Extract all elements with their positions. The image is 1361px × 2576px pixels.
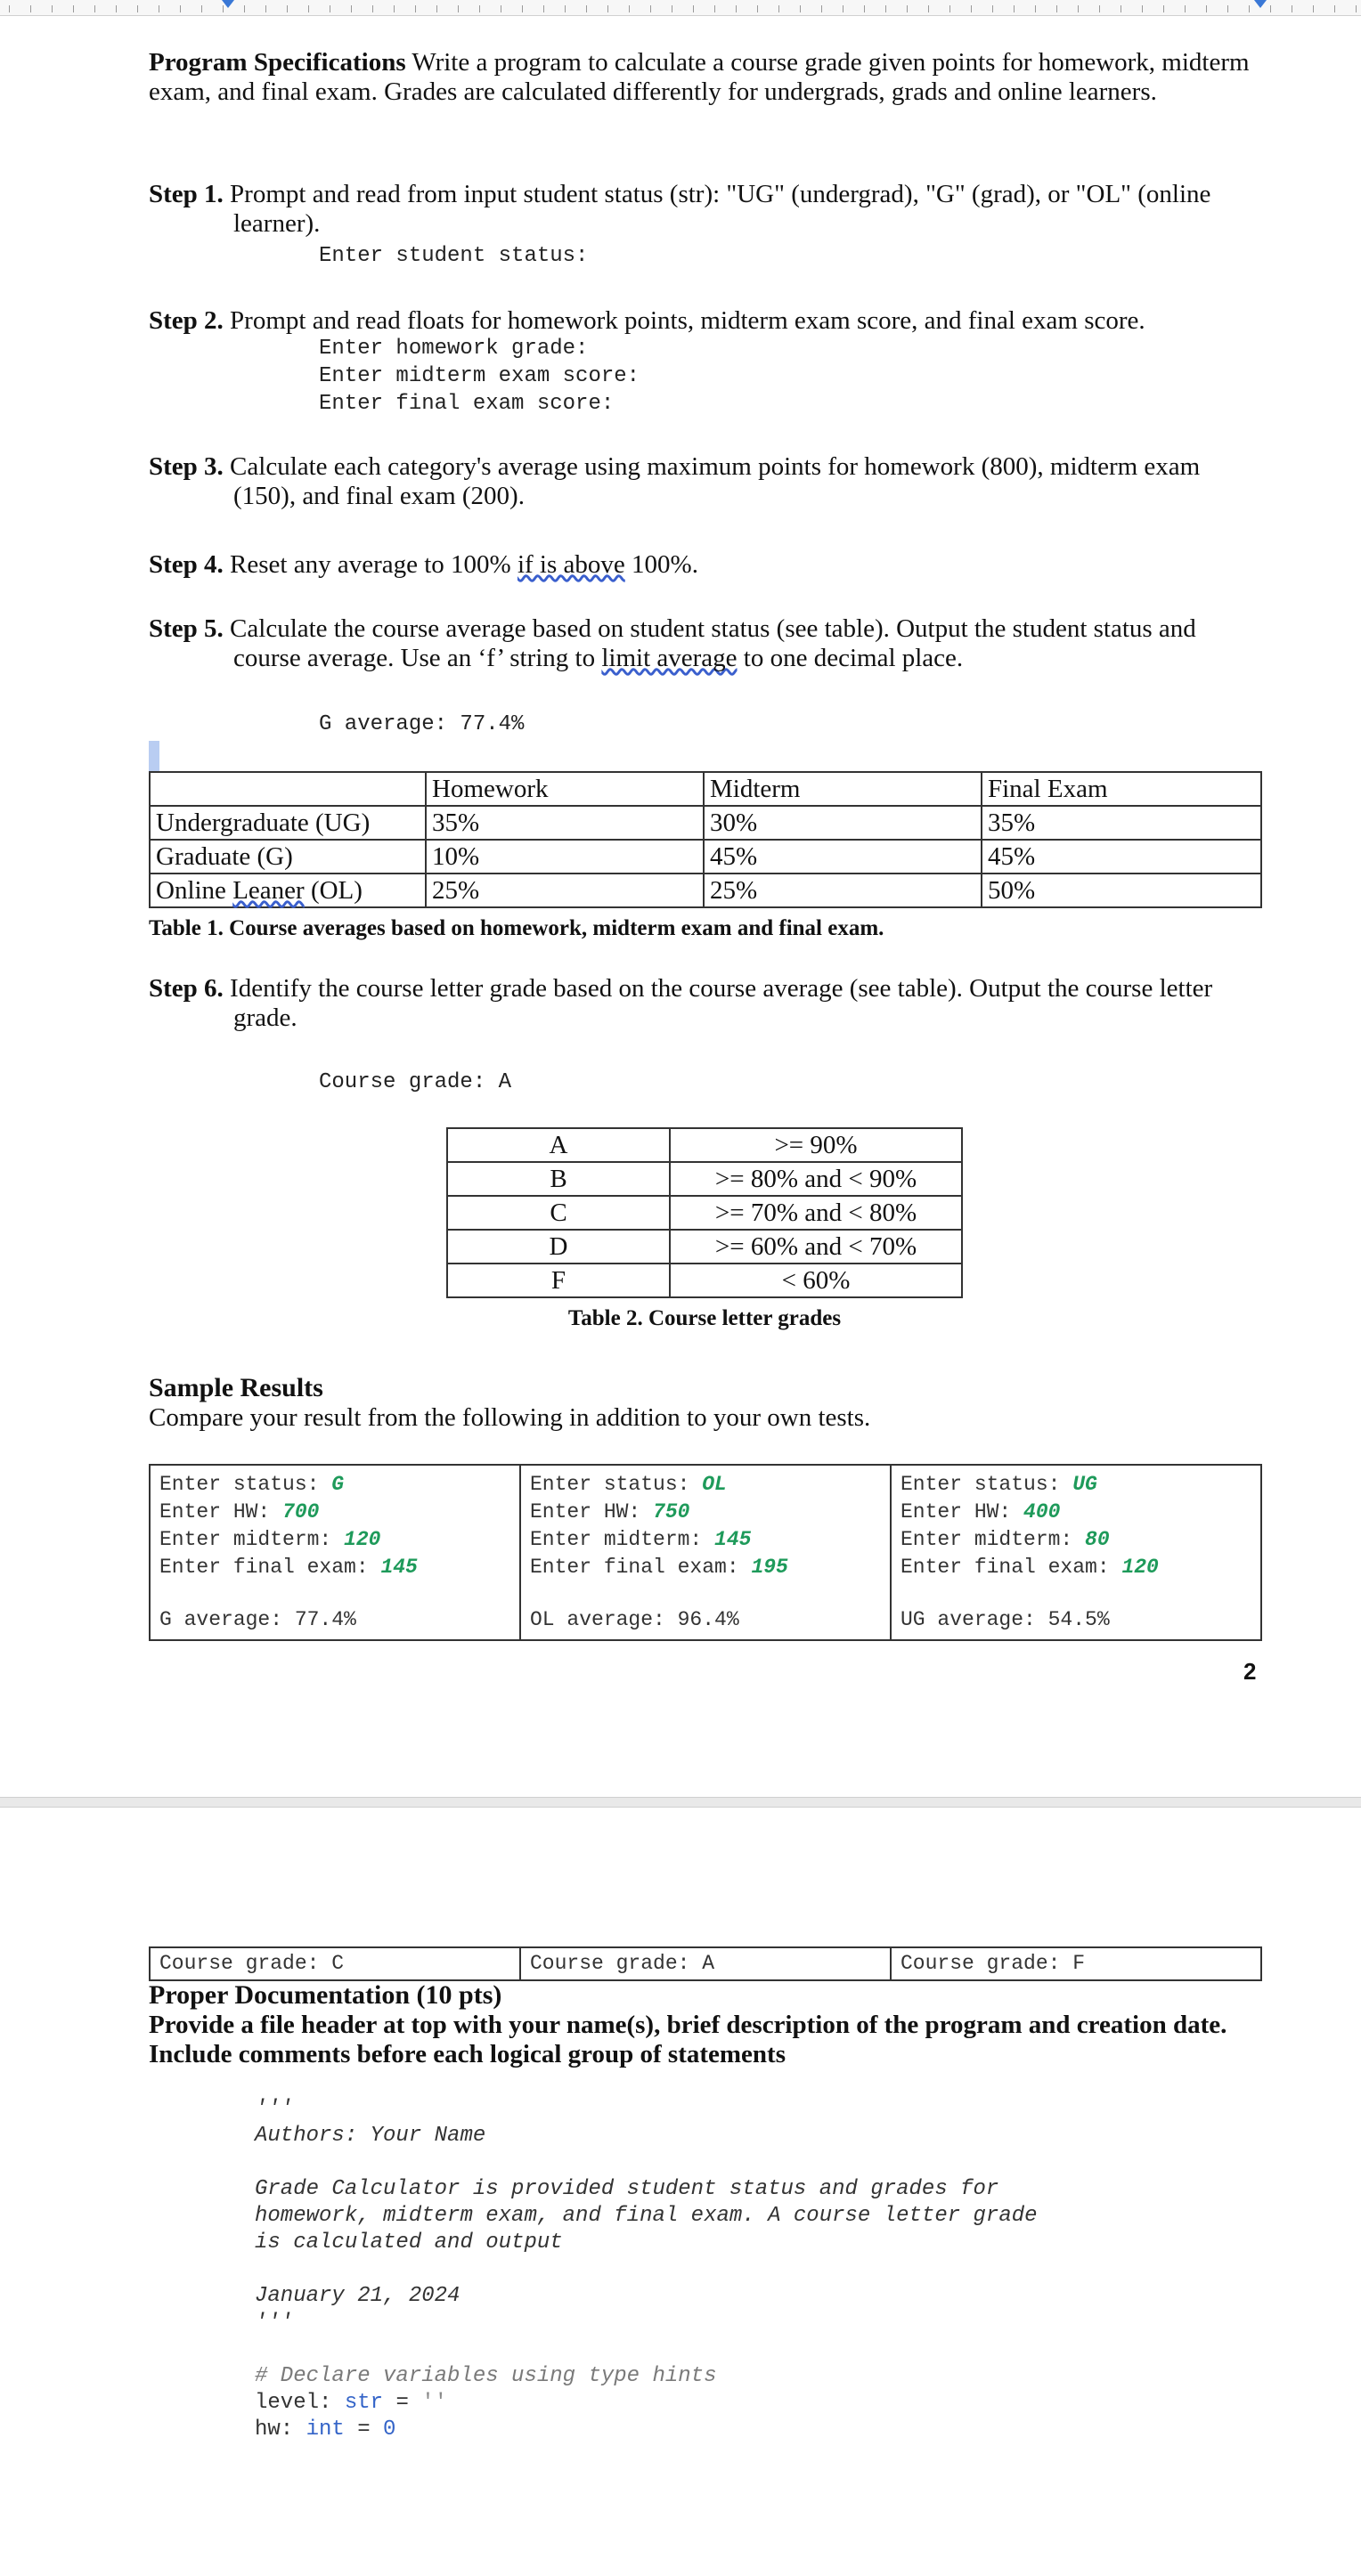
table-cell: < 60% xyxy=(670,1264,962,1297)
cell-text: Online xyxy=(156,876,233,905)
sample-column-ug xyxy=(891,1465,1261,1640)
table-cell: 45% xyxy=(704,840,982,874)
ruler-tick xyxy=(415,5,416,12)
table-cell xyxy=(150,772,426,806)
ruler-tick xyxy=(52,5,53,12)
ruler-tick xyxy=(907,5,908,12)
code-line: G average: 77.4% xyxy=(319,712,525,736)
specs-paragraph xyxy=(149,48,1262,107)
ruler xyxy=(0,0,1361,16)
table-cell: Homework xyxy=(426,772,704,806)
step-6 xyxy=(149,974,1262,1033)
table-cell: 30% xyxy=(704,806,982,840)
step-label: Step 1. xyxy=(149,180,224,208)
ruler-tick xyxy=(244,5,245,12)
ruler-tick xyxy=(394,5,395,12)
prompt: Enter final exam: xyxy=(159,1556,381,1579)
ruler-tick xyxy=(1163,5,1164,12)
ruler-tick xyxy=(458,5,459,12)
code-line: Enter homework grade: xyxy=(319,337,589,361)
code-line: homework, midterm exam, and final exam. A course letter grade xyxy=(255,2204,1038,2228)
input-value: G xyxy=(331,1473,345,1496)
ruler-tick xyxy=(1227,5,1228,12)
table-cell: Final Exam xyxy=(982,772,1261,806)
sample-column-ol xyxy=(520,1465,891,1640)
table-cell xyxy=(150,874,426,907)
ruler-tick xyxy=(1185,5,1186,12)
ruler-tick xyxy=(372,5,373,12)
ruler-tick xyxy=(971,5,972,12)
table-cell: 10% xyxy=(426,840,704,874)
table-cell: >= 70% and < 80% xyxy=(670,1196,962,1230)
step-2 xyxy=(149,306,1262,336)
sample-results-intro: Compare your result from the following in addition to your own tests. xyxy=(149,1403,871,1432)
code-line xyxy=(255,2390,1190,2417)
ruler-tick xyxy=(1056,5,1057,12)
table-cell: >= 60% and < 70% xyxy=(670,1230,962,1264)
code-line: ''' xyxy=(255,2311,294,2335)
code-line: January 21, 2024 xyxy=(255,2284,460,2308)
step-3 xyxy=(149,452,1262,511)
input-value: 145 xyxy=(380,1556,418,1579)
ruler-tick xyxy=(265,5,266,12)
table-cell: >= 90% xyxy=(670,1128,962,1162)
code-token: hw: xyxy=(255,2418,306,2442)
code-line: Enter student status: xyxy=(319,244,589,268)
ruler-tick xyxy=(1078,5,1079,12)
ruler-tick xyxy=(1035,5,1036,12)
table-row xyxy=(150,806,1261,840)
ruler-tick xyxy=(1014,5,1015,12)
page-number: 2 xyxy=(1243,1658,1257,1685)
letter-grade-table xyxy=(446,1127,963,1298)
table-cell: 50% xyxy=(982,874,1261,907)
step-label: Step 6. xyxy=(149,974,224,1003)
spellcheck-flag[interactable]: limit average xyxy=(601,644,738,672)
table-row xyxy=(447,1162,962,1196)
ruler-tick xyxy=(1142,5,1143,12)
ruler-tick xyxy=(928,5,929,12)
ruler-tick xyxy=(287,5,288,12)
input-value: OL xyxy=(702,1473,727,1496)
code-line xyxy=(255,2417,1190,2443)
ruler-tick xyxy=(94,5,95,12)
prompt: Enter midterm: xyxy=(159,1528,345,1551)
table-cell: 35% xyxy=(426,806,704,840)
code-line: Enter midterm exam score: xyxy=(319,364,640,388)
prompt: Enter status: xyxy=(159,1473,332,1496)
prompt: Enter HW: xyxy=(530,1500,654,1524)
code-token: str xyxy=(344,2391,384,2415)
ruler-tick xyxy=(586,5,587,12)
table-cell xyxy=(150,1947,520,1980)
ruler-tick xyxy=(1334,5,1335,12)
prompt: Enter status: xyxy=(530,1473,703,1496)
ruler-tick xyxy=(650,5,651,12)
step-text: Prompt and read floats for homework points, midterm exam score, and final exam score. xyxy=(230,306,1145,335)
ruler-tick xyxy=(1270,5,1271,12)
code-token: 0 xyxy=(383,2418,396,2442)
input-value: 195 xyxy=(751,1556,788,1579)
code-token: '' xyxy=(421,2391,448,2415)
ruler-tick xyxy=(1313,5,1314,12)
table-cell xyxy=(520,1947,891,1980)
spellcheck-flag[interactable]: Leaner xyxy=(232,876,305,905)
input-value: 120 xyxy=(1121,1556,1159,1579)
input-value: 700 xyxy=(282,1500,320,1524)
documentation-title: Proper Documentation (10 pts) xyxy=(149,1980,502,2010)
table-cell: 35% xyxy=(982,806,1261,840)
table-row xyxy=(150,840,1261,874)
code-line: Enter final exam score: xyxy=(319,392,615,416)
ruler-tick xyxy=(949,5,950,12)
step-text: Calculate the course average based on student status (see table). Output the student status and course average. Use an ‘f’ string to xyxy=(230,614,1196,672)
table-cell: C xyxy=(447,1196,670,1230)
table-row xyxy=(447,1128,962,1162)
table-1-caption: Table 1. Course averages based on homework, midterm exam and final exam. xyxy=(149,916,884,940)
ruler-tick xyxy=(821,5,822,12)
ruler-tick xyxy=(607,5,608,12)
step-label: Step 4. xyxy=(149,550,224,579)
ruler-tick xyxy=(30,5,31,12)
ruler-tick xyxy=(543,5,544,12)
average-output: OL average: 96.4% xyxy=(530,1608,739,1631)
step-text: 100%. xyxy=(624,550,698,579)
step-text: to one decimal place. xyxy=(737,644,964,672)
step-1-code xyxy=(319,242,1361,270)
page-break xyxy=(0,1797,1361,1808)
table-row xyxy=(150,874,1261,907)
input-value: UG xyxy=(1072,1473,1097,1496)
ruler-tick xyxy=(522,5,523,12)
ruler-tick xyxy=(308,5,309,12)
step-2-code xyxy=(319,335,1361,418)
step-text: Identify the course letter grade based on the course average (see table). Output the course letter grade. xyxy=(230,974,1213,1032)
prompt: Enter final exam: xyxy=(530,1556,752,1579)
prompt: Enter final exam: xyxy=(901,1556,1122,1579)
input-value: 750 xyxy=(653,1500,690,1524)
table-cell: A xyxy=(447,1128,670,1162)
right-indent-marker[interactable] xyxy=(1254,0,1267,8)
code-line: Course grade: A xyxy=(319,1070,512,1094)
ruler-tick xyxy=(137,5,138,12)
table-cell xyxy=(891,1947,1261,1980)
code-line: is calculated and output xyxy=(255,2231,563,2255)
table-cell: Undergraduate (UG) xyxy=(150,806,426,840)
left-indent-marker[interactable] xyxy=(222,0,234,8)
table-cell: F xyxy=(447,1264,670,1297)
table-cell: Midterm xyxy=(704,772,982,806)
document-page-continued xyxy=(0,1808,1361,2576)
file-header-code xyxy=(255,2096,1190,2443)
ruler-tick xyxy=(629,5,630,12)
ruler-tick xyxy=(992,5,993,12)
ruler-tick xyxy=(1099,5,1100,12)
grade-output: Course grade: A xyxy=(530,1952,715,1975)
spellcheck-flag[interactable]: if is above xyxy=(517,550,625,579)
ruler-tick xyxy=(223,5,224,12)
documentation-text: Provide a file header at top with your name(s), brief description of the program and creation date. Include comments before each logical group of statements xyxy=(149,2011,1227,2068)
average-output: UG average: 54.5% xyxy=(901,1608,1110,1631)
step-5-code xyxy=(319,711,1361,738)
code-token: int xyxy=(306,2418,345,2442)
input-value: 120 xyxy=(344,1528,381,1551)
prompt: Enter midterm: xyxy=(530,1528,715,1551)
ruler-tick xyxy=(693,5,694,12)
ruler-tick xyxy=(800,5,801,12)
average-output: G average: 77.4% xyxy=(159,1608,356,1631)
ruler-tick xyxy=(1206,5,1207,12)
table-row xyxy=(150,1465,1261,1640)
ruler-tick xyxy=(1356,5,1357,12)
ruler-tick xyxy=(9,5,10,12)
sample-column-g xyxy=(150,1465,520,1640)
step-label: Step 2. xyxy=(149,306,224,335)
ruler-tick xyxy=(479,5,480,12)
ruler-tick xyxy=(351,5,352,12)
table-cell: 25% xyxy=(704,874,982,907)
course-average-table xyxy=(149,771,1262,908)
ruler-tick xyxy=(885,5,886,12)
ruler-tick xyxy=(565,5,566,12)
specs-title: Program Specifications xyxy=(149,48,406,77)
table-row xyxy=(447,1264,962,1297)
step-text: Prompt and read from input student status (str): "UG" (undergrad), "G" (grad), or "OL" (online learner). xyxy=(230,180,1211,238)
input-value: 400 xyxy=(1023,1500,1061,1524)
table-cell: Graduate (G) xyxy=(150,840,426,874)
step-5 xyxy=(149,614,1262,673)
ruler-tick xyxy=(201,5,202,12)
ruler-tick xyxy=(736,5,737,12)
prompt: Enter HW: xyxy=(159,1500,283,1524)
table-header-row xyxy=(150,772,1261,806)
code-line: ''' xyxy=(255,2097,294,2121)
ruler-tick xyxy=(1249,5,1250,12)
grade-output: Course grade: F xyxy=(901,1952,1086,1975)
step-text: Calculate each category's average using maximum points for homework (800), midterm exam (150), and final exam (200). xyxy=(230,452,1201,510)
step-6-code xyxy=(319,1069,1361,1096)
step-label: Step 5. xyxy=(149,614,224,643)
code-comment: # Declare variables using type hints xyxy=(255,2364,717,2388)
code-token: level: xyxy=(255,2391,345,2415)
table-cell: 45% xyxy=(982,840,1261,874)
ruler-tick xyxy=(757,5,758,12)
ruler-tick xyxy=(714,5,715,12)
sample-results-title: Sample Results xyxy=(149,1373,323,1402)
prompt: Enter midterm: xyxy=(901,1528,1086,1551)
table-cell: D xyxy=(447,1230,670,1264)
sample-results-table xyxy=(149,1464,1262,1641)
code-token: = xyxy=(344,2418,384,2442)
cell-text: (OL) xyxy=(304,876,363,905)
code-token: = xyxy=(383,2391,422,2415)
prompt: Enter HW: xyxy=(901,1500,1024,1524)
input-value: 80 xyxy=(1085,1528,1110,1551)
code-line: Authors: Your Name xyxy=(255,2124,486,2148)
prompt: Enter status: xyxy=(901,1473,1073,1496)
table-cell: B xyxy=(447,1162,670,1196)
table-row xyxy=(447,1230,962,1264)
table-cell: 25% xyxy=(426,874,704,907)
document-page xyxy=(0,16,1361,1797)
ruler-tick xyxy=(864,5,865,12)
table-cell: >= 80% and < 90% xyxy=(670,1162,962,1196)
step-1 xyxy=(149,180,1262,239)
table-row xyxy=(150,1947,1261,1980)
step-4 xyxy=(149,550,1262,580)
sample-grade-row xyxy=(149,1946,1262,1981)
table-row xyxy=(447,1196,962,1230)
specs-intro: Write a program to calculate a course grade given points for homework, midterm exam, and final exam. Grades are calculated differently for undergrads, grads and online learners. xyxy=(149,48,1250,106)
table-2-caption: Table 2. Course letter grades xyxy=(567,1306,842,1330)
step-label: Step 3. xyxy=(149,452,224,481)
grade-output: Course grade: C xyxy=(159,1952,345,1975)
ruler-tick xyxy=(778,5,779,12)
ruler-tick xyxy=(116,5,117,12)
input-value: 145 xyxy=(714,1528,752,1551)
text-cursor xyxy=(149,741,159,773)
code-line: Grade Calculator is provided student status and grades for xyxy=(255,2177,999,2201)
ruler-tick xyxy=(180,5,181,12)
ruler-tick xyxy=(73,5,74,12)
ruler-tick xyxy=(436,5,437,12)
step-text: Reset any average to 100% xyxy=(230,550,518,579)
